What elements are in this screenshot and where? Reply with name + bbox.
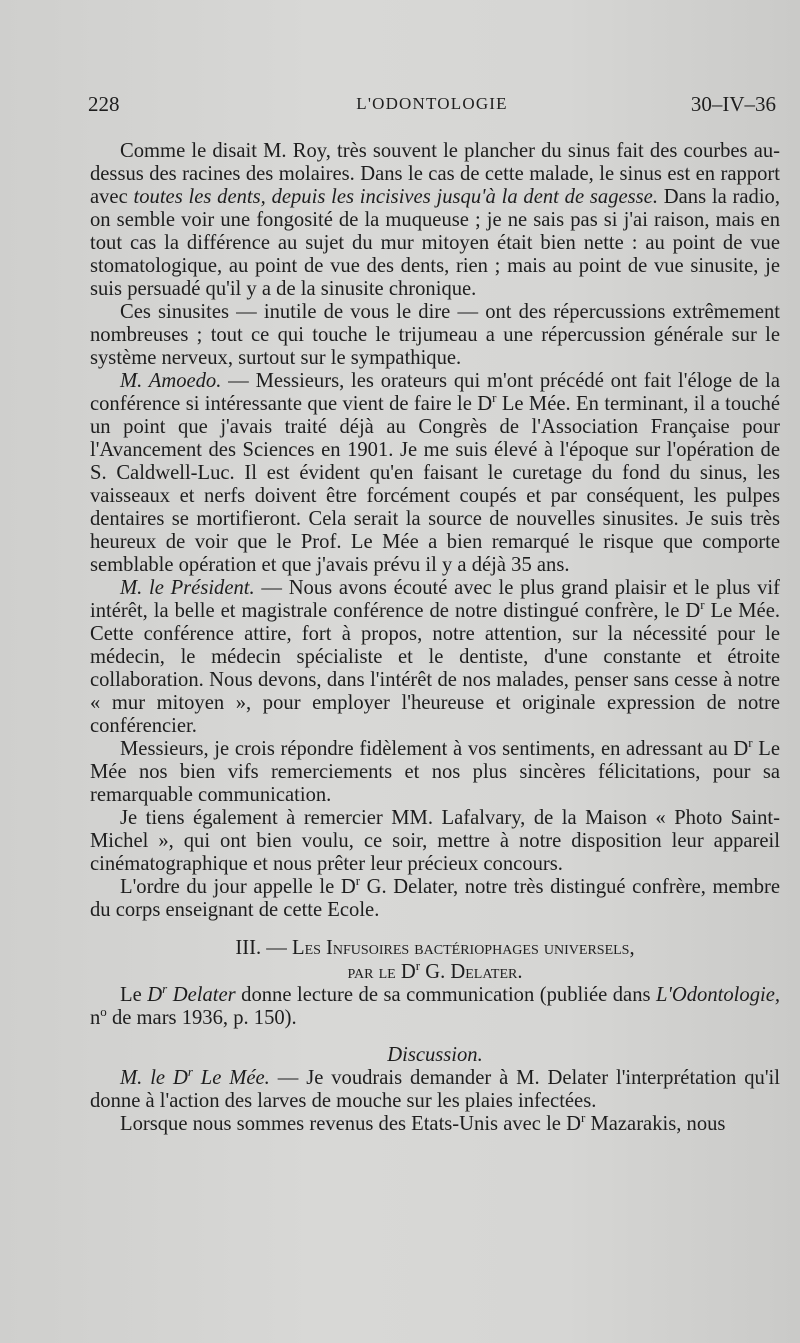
page-number: 228 bbox=[88, 92, 120, 116]
journal-title: L'ODONTOLOGIE bbox=[356, 94, 508, 113]
paragraph-photo: Je tiens également à remercier MM. Lafalvary, de la Maison « Photo Saint-Michel », qui ont bien voulu, ce soir, mettre à notre disposition leur appareil cinématographique et nous prêter leur précieux concours. bbox=[90, 807, 780, 875]
issue-date: 30–IV–36 bbox=[690, 92, 776, 116]
discussion-heading: Discussion. bbox=[387, 1044, 483, 1066]
paragraph-ordre-du-jour: L'ordre du jour appelle le $D^r$ G. Delater, notre très distingué confrère, membre du corps enseignant de cette Ecole. bbox=[90, 873, 780, 921]
speaker-name: M. Amoedo. bbox=[120, 370, 222, 392]
paragraph-amoedo: M. Amoedo. — Messieurs, les orateurs qui m'ont précédé ont fait l'éloge de la conférence si intéressante que vient de faire le $D^r$ Le Mée. En terminant, il a touché un point que j'avais traité déjà au Congrès de l'Association Française pour l'Avancement des Sciences en 1901. Je me suis élevé à l'époque sur l'opération de S. Caldwell-Luc. Il est évident qu'en faisant le curetage du fond du sinus, les vaisseaux et nerfs doivent être forcément coupés et par conséquent, les pulpes dentaires se mortifieront. Cela serait la source de nouvelles sinusites. Je suis très heureux de voir que le Prof. Le Mée a bien remarqué le risque que comporte semblable opération et que j'avais prévu il y a déjà 35 ans. bbox=[90, 370, 780, 576]
paragraph-sinusites: Ces sinusites — inutile de vous le dire — ont des répercussions extrêmement nombreuses ; tout ce qui touche le trijumeau a une répercussion générale sur le système nerveux, surtout sur le sympathique. bbox=[90, 301, 780, 369]
section-heading: III. — Les Infusoires bactériophages universels, par le $D^r$ G. Delater. bbox=[235, 937, 635, 983]
running-header bbox=[88, 92, 776, 122]
paragraph-delater: Le $D^r$ Delater donne lecture de sa communication (publiée dans L'Odontologie, $n^o$ de mars 1936, p. 150). bbox=[90, 981, 780, 1029]
paragraph-le-mee-question: M. le $D^r$ Le Mée. — Je voudrais demander à M. Delater l'interprétation qu'il donne à l'action des larves de mouche sur les plaies infectées. bbox=[90, 1064, 780, 1112]
paragraph-remerciements: Messieurs, je crois répondre fidèlement à vos sentiments, en adressant au $D^r$ Le Mée nos bien vifs remerciements et nos plus sincères félicitations, pour sa remarquable communication. bbox=[90, 735, 780, 806]
paragraph-president: M. le Président. — Nous avons écouté avec le plus grand plaisir et le plus vif intérêt, la belle et magistrale conférence de notre distingué confrère, le $D^r$ Le Mée. Cette conférence attire, fort à propos, notre attention, sur la nécessité pour le médecin, le médecin spécialiste et le dentiste, d'une constante et étroite collaboration. Nous devons, dans l'intérêt de nos malades, penser sans cesse à notre « mur mitoyen », pour employer l'heureuse et originale expression de notre conférencier. bbox=[90, 577, 780, 737]
speaker-name: M. le Président. bbox=[120, 577, 255, 599]
article-body bbox=[90, 140, 780, 1136]
paragraph-etats-unis: Lorsque nous sommes revenus des Etats-Unis avec le $D^r$ Mazarakis, nous bbox=[120, 1110, 726, 1135]
paragraph-roy: Comme le disait M. Roy, très souvent le plancher du sinus fait des courbes au-dessus des racines des molaires. Dans le cas de cette malade, le sinus est en rapport avec toutes les dents, depuis les incisives jusqu'à la dent de sagesse. Dans la radio, on semble voir une fongosité de la muqueuse ; je ne sais pas si j'ai raison, mais en tout cas la différence au sujet du mur mitoyen était bien nette : au point de vue stomatologique, au point de vue des dents, rien ; mais au point de vue sinusite, je suis persuadé qu'il y a de la sinusite chronique. bbox=[90, 140, 780, 300]
